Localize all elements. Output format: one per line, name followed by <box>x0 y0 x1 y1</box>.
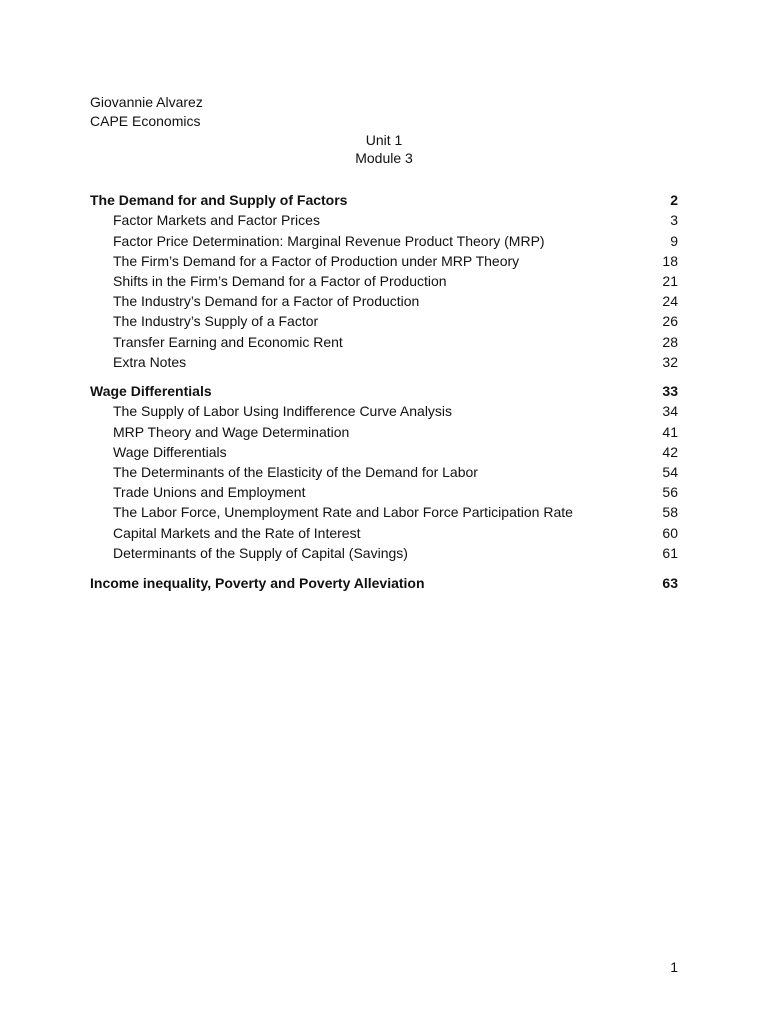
toc-entry-label: Capital Markets and the Rate of Interest <box>113 525 361 541</box>
course-name: CAPE Economics <box>90 113 201 129</box>
toc-entry <box>90 312 678 330</box>
toc-entry-label: The Determinants of the Elasticity of the Demand for Labor <box>113 464 478 480</box>
toc-entry-label: Extra Notes <box>113 354 187 370</box>
toc-section-heading <box>90 574 678 592</box>
toc-entry <box>90 353 678 371</box>
toc-entry-label: The Demand for and Supply of Factors <box>90 192 348 208</box>
page-number: 1 <box>670 959 678 975</box>
toc-entry-page: 24 <box>662 293 678 309</box>
toc-entry <box>90 503 678 521</box>
toc-entry-page: 63 <box>662 575 678 591</box>
toc-entry-label: Wage Differentials <box>113 444 227 460</box>
toc-entry-label: Wage Differentials <box>90 383 212 399</box>
author-name: Giovannie Alvarez <box>90 94 203 110</box>
toc-entry-label: MRP Theory and Wage Determination <box>113 424 350 440</box>
toc-entry <box>90 333 678 351</box>
toc-entry-page: 34 <box>662 403 678 419</box>
toc-section-heading <box>90 191 678 209</box>
toc-entry-page: 42 <box>662 444 678 460</box>
toc-entry-page: 56 <box>662 484 678 500</box>
toc-entry <box>90 211 678 229</box>
toc-entry-page: 33 <box>662 383 678 399</box>
toc-entry-page: 2 <box>670 192 678 208</box>
title-block <box>0 131 768 167</box>
toc-entry-page: 28 <box>662 334 678 350</box>
toc-entry <box>90 252 678 270</box>
toc-entry-page: 18 <box>662 253 678 269</box>
toc-entry-page: 54 <box>662 464 678 480</box>
toc-entry-label: The Industry’s Supply of a Factor <box>113 313 319 329</box>
toc-entry-page: 26 <box>662 313 678 329</box>
toc-entry <box>90 463 678 481</box>
toc-entry <box>90 423 678 441</box>
toc-entry-label: The Firm’s Demand for a Factor of Production under MRP Theory <box>113 253 520 269</box>
toc-entry <box>90 292 678 310</box>
toc-entry <box>90 483 678 501</box>
toc-entry-page: 32 <box>662 354 678 370</box>
toc-entry-label: Determinants of the Supply of Capital (Savings) <box>113 545 408 561</box>
toc-entry-label: The Industry’s Demand for a Factor of Production <box>113 293 420 309</box>
toc-entry <box>90 544 678 562</box>
toc-entry-label: Transfer Earning and Economic Rent <box>113 334 343 350</box>
toc-entry <box>90 402 678 420</box>
toc-entry-label: Income inequality, Poverty and Poverty Alleviation <box>90 575 425 591</box>
toc-entry-page: 61 <box>662 545 678 561</box>
module-title: Module 3 <box>355 150 413 166</box>
toc-entry-page: 21 <box>662 273 678 289</box>
unit-title: Unit 1 <box>365 132 403 148</box>
toc-entry-label: The Supply of Labor Using Indifference Curve Analysis <box>113 403 453 419</box>
toc-entry-label: Shifts in the Firm’s Demand for a Factor of Production <box>113 273 447 289</box>
toc-entry-page: 60 <box>662 525 678 541</box>
toc-entry-page: 41 <box>662 424 678 440</box>
toc-entry-label: Factor Price Determination: Marginal Revenue Product Theory (MRP) <box>113 233 545 249</box>
author-block <box>90 93 203 131</box>
toc-entry <box>90 443 678 461</box>
toc-entry-page: 58 <box>662 504 678 520</box>
toc-entry-label: Trade Unions and Employment <box>113 484 306 500</box>
toc-entry-page: 9 <box>670 233 678 249</box>
toc-section-heading <box>90 382 678 400</box>
toc-entry <box>90 272 678 290</box>
toc-entry-label: Factor Markets and Factor Prices <box>113 212 320 228</box>
toc-entry-page: 3 <box>670 212 678 228</box>
toc-entry <box>90 524 678 542</box>
toc-entry-label: The Labor Force, Unemployment Rate and Labor Force Participation Rate <box>113 504 573 520</box>
toc-entry <box>90 232 678 250</box>
